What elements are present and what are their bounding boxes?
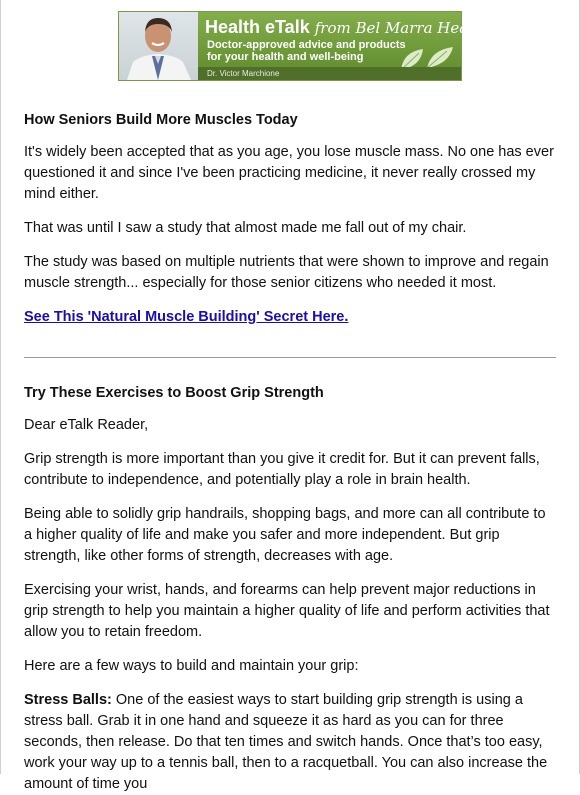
article1-paragraph: The study was based on multiple nutrients that were shown to improve and regain muscle strength... especially for those senior citizens who needed it most. [24, 254, 549, 291]
muscle-secret-link[interactable]: See This 'Natural Muscle Building' Secret Here. [24, 309, 349, 325]
article2-paragraph: Being able to solidly grip handrails, shopping bags, and more can all contribute to a higher quality of life and make you safer and more independent. But grip strength, like other forms of strength, decreases with age. [24, 506, 546, 564]
stress-balls-label: Stress Balls: [24, 692, 112, 708]
email-content [1, 384, 579, 795]
article1-title: How Seniors Build More Muscles Today [24, 112, 298, 128]
article1-paragraph: It's widely been accepted that as you age, you lose muscle mass. No one has ever questioned it and since I've been practicing medicine, it never really crossed my mind either. [24, 144, 554, 202]
banner-doctor-name: Dr. Victor Marchione [198, 67, 461, 80]
article2-paragraph: Exercising your wrist, hands, and forearms can help prevent major reductions in grip strength to help you maintain a higher quality of life and perform activities that allow you to retain freedom. [24, 582, 550, 640]
article2-title: Try These Exercises to Boost Grip Strength [24, 385, 324, 401]
article2-greeting: Dear eTalk Reader, [24, 417, 149, 433]
email-content [1, 111, 579, 328]
header-banner-wrap [1, 0, 579, 81]
doctor-photo [119, 12, 198, 80]
health-etalk-banner[interactable] [118, 11, 489, 81]
section-divider [24, 357, 556, 358]
stress-balls-text: One of the easiest ways to start building grip strength is using a stress ball. Grab it in one hand and squeeze it as hard as you can for three seconds, then release. Do that ten times and switch hands. Once that’s too easy, work your way up to a tennis ball, then to a racquetball. You can also increase the amount of time you [24, 692, 548, 792]
article2-paragraph [24, 690, 556, 795]
banner-title-rest: from Bel Marra Health [314, 19, 489, 37]
banner-tagline: Doctor-approved advice and products for your health and well-being [207, 39, 406, 63]
article2-paragraph: Here are a few ways to build and maintain your grip: [24, 658, 359, 674]
banner-title [205, 17, 489, 38]
banner-title-bold: Health eTalk [205, 17, 310, 37]
article1-paragraph: That was until I saw a study that almost made me fall out of my chair. [24, 220, 467, 236]
article2-paragraph: Grip strength is more important than you give it credit for. But it can prevent falls, contribute to independence, and potentially play a role in brain health. [24, 451, 540, 488]
article1-link-row [24, 307, 556, 328]
